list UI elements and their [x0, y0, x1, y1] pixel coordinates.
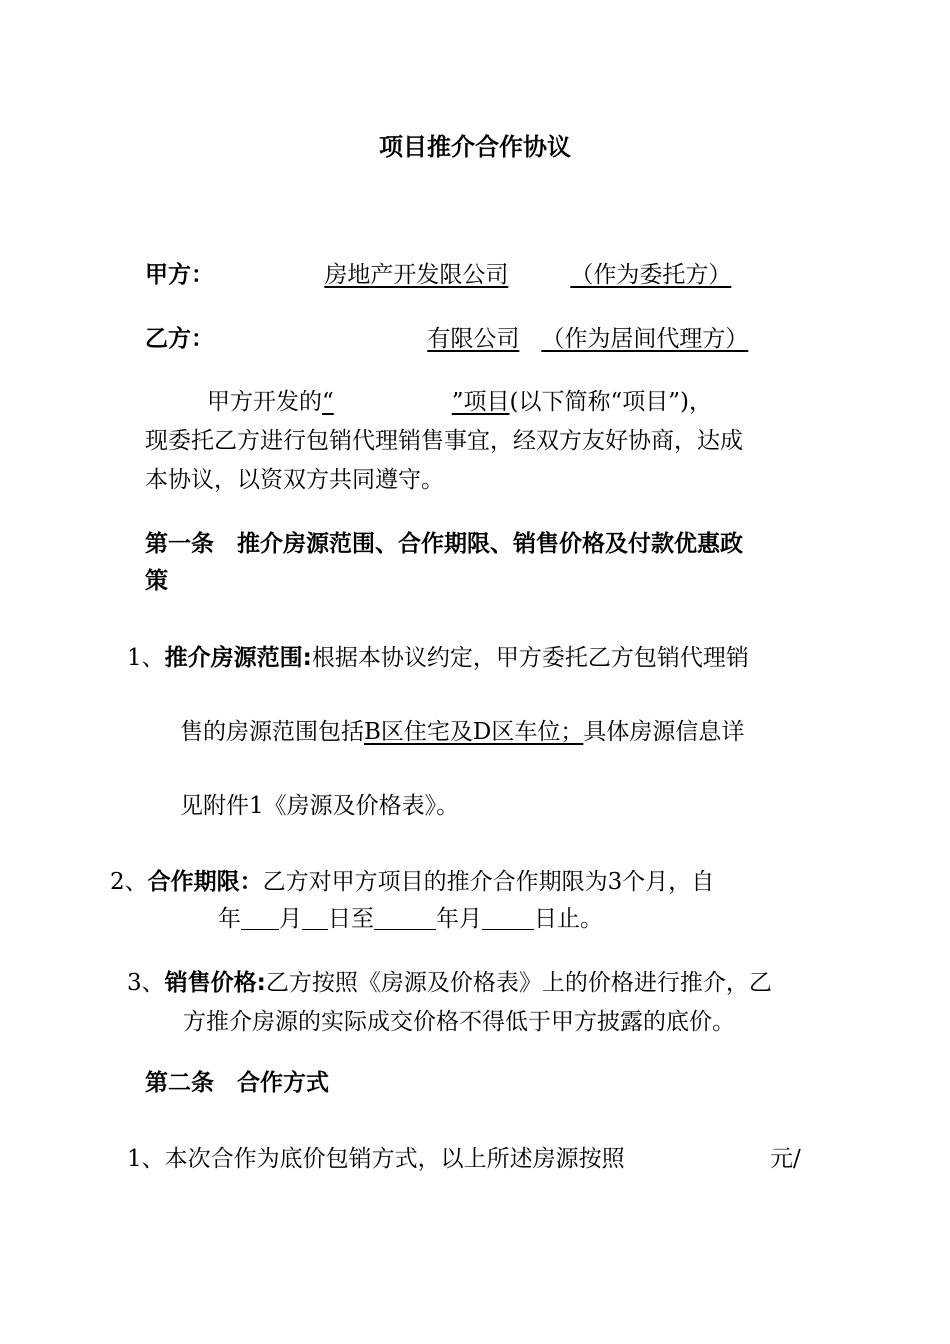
article-2-item-1-line: [127, 1142, 625, 1176]
year-blank-2: [374, 905, 436, 930]
party-a-line: [145, 258, 731, 292]
day-label-to: 日至: [328, 906, 374, 932]
project-name-field: [322, 389, 510, 415]
party-b-company: 有限公司: [427, 326, 520, 352]
item-1-text: 根据本协议约定，甲方委托乙方包销代理销: [311, 645, 749, 671]
intro-line-3: 本协议，以资双方共同遵守。: [145, 467, 444, 493]
open-quote: “: [322, 389, 334, 415]
party-b-line: [145, 322, 748, 356]
end-label: 日止。: [534, 906, 603, 932]
party-a-role: （作为委托方）: [570, 262, 732, 288]
article-2-item-1-number: 1、: [127, 1146, 165, 1172]
price-unit: 元/: [770, 1146, 801, 1172]
item-3-number: 3、: [127, 970, 165, 996]
article-2-heading: 第二条 合作方式: [145, 1070, 329, 1096]
article-1-heading-line-2: 策: [145, 568, 168, 594]
item-2-text: 乙方对甲方项目的推介合作期限为3个月，自: [262, 869, 715, 895]
day-blank-1: [302, 905, 328, 930]
article-1-heading-line-1: 第一条 推介房源范围、合作期限、销售价格及付款优惠政: [145, 531, 743, 557]
year-label-1: 年: [218, 906, 241, 932]
item-2-number: 2、: [110, 869, 148, 895]
party-b-label: 乙方：: [145, 326, 214, 352]
party-b-role: （作为居间代理方）: [541, 326, 749, 352]
item-1-line-1: [127, 641, 749, 675]
item-1-text-a: 售的房源范围包括: [180, 719, 364, 745]
party-b-value: [249, 326, 748, 352]
intro-line-1: [207, 385, 712, 419]
page-title: 项目推介合作协议: [379, 133, 571, 161]
item-1-number: 1、: [127, 645, 165, 671]
intro-line-2: 现委托乙方进行包销代理销售事宜，经双方友好协商，达成: [145, 428, 743, 454]
intro-text-b: (以下简称“项目”)，: [509, 389, 712, 415]
party-a-company: 房地产开发限公司: [324, 262, 509, 288]
party-a-value: [249, 262, 731, 288]
item-1-line-3: 见附件1《房源及价格表》。: [180, 793, 460, 819]
item-3-line-1: [127, 966, 772, 1000]
item-2-label: 合作期限：: [147, 869, 263, 895]
month-blank-1: [241, 905, 279, 930]
intro-text-a: 甲方开发的: [207, 389, 322, 415]
item-3-text: 乙方按照《房源及价格表》上的价格进行推介，乙: [265, 970, 772, 996]
year-month-label-2: 年月: [436, 906, 482, 932]
item-1-text-b: 具体房源信息详: [583, 719, 745, 745]
day-blank-2: [482, 905, 534, 930]
item-3-label: 销售价格:: [164, 970, 266, 996]
item-1-line-2: [180, 715, 744, 749]
item-2-line-2: [218, 902, 603, 936]
item-1-label: 推介房源范围:: [164, 645, 312, 671]
close-quote-project: ”项目: [451, 389, 510, 415]
item-3-line-2: 方推介房源的实际成交价格不得低于甲方披露的底价。: [183, 1009, 735, 1035]
party-a-label: 甲方：: [145, 262, 214, 288]
item-1-underlined-scope: B区住宅及D区车位；: [364, 719, 584, 745]
item-2-line-1: [110, 865, 714, 899]
month-label-1: 月: [279, 906, 302, 932]
article-2-item-1-text: 本次合作为底价包销方式，以上所述房源按照: [164, 1146, 625, 1172]
